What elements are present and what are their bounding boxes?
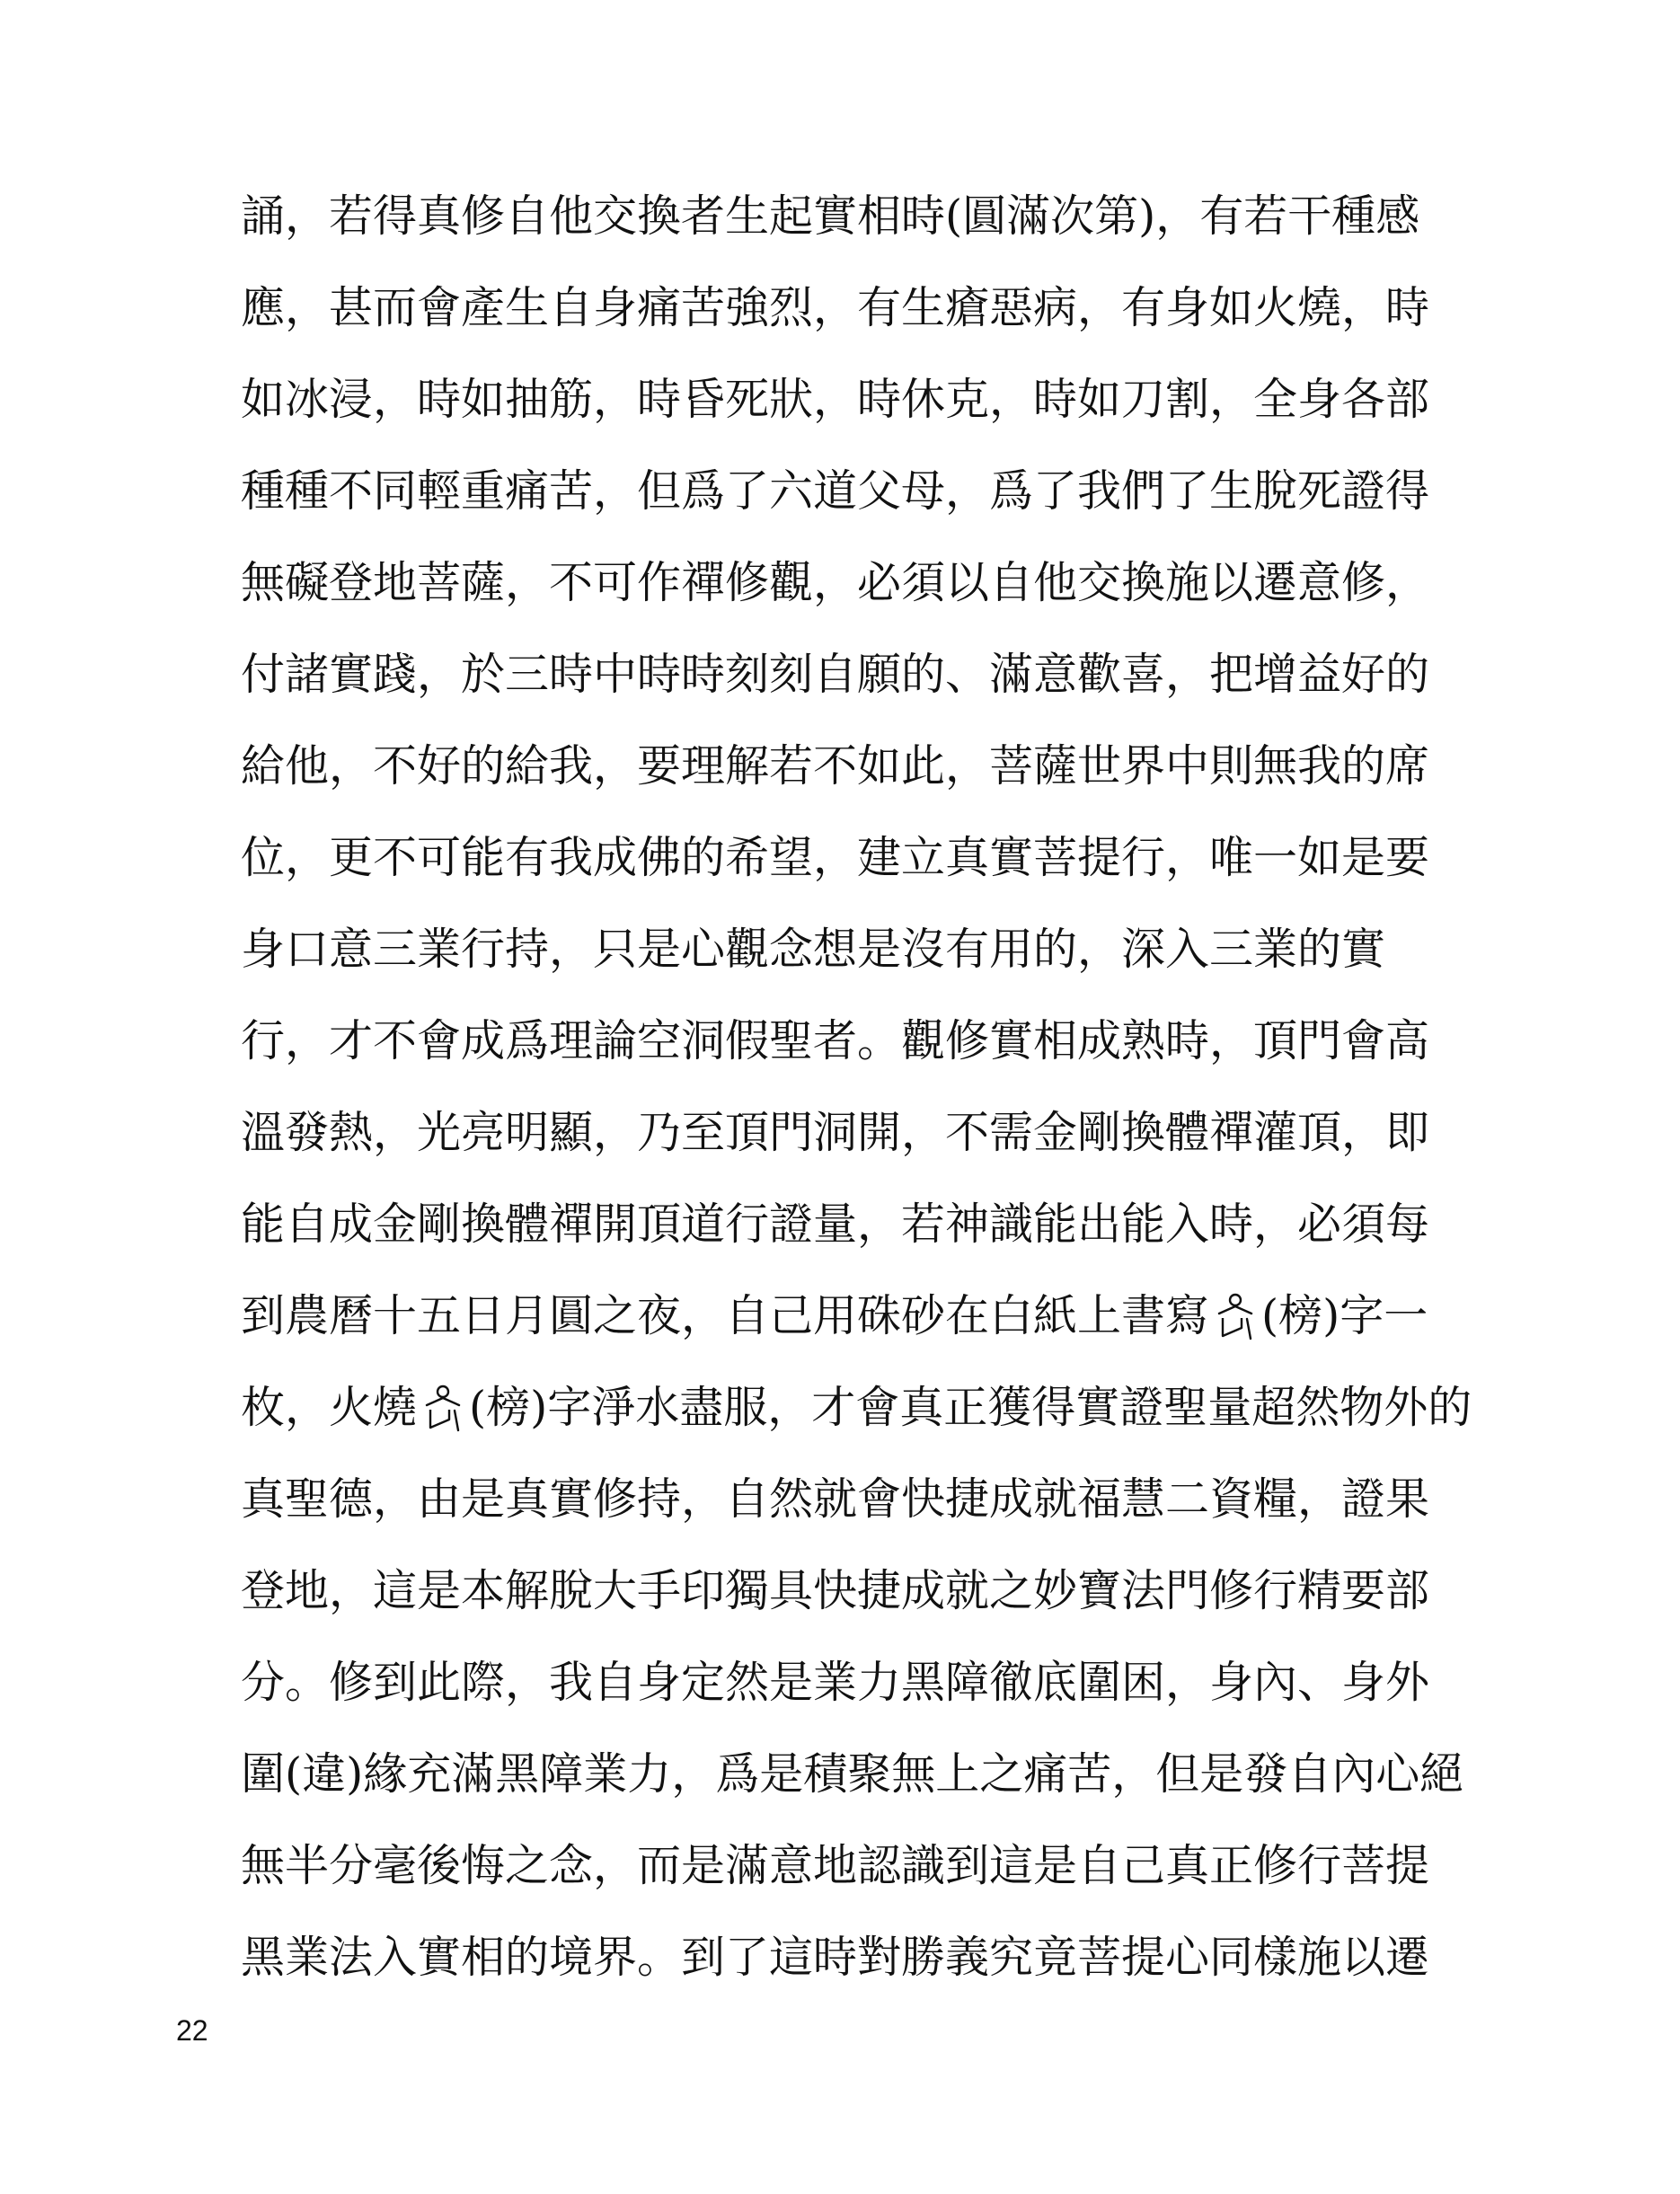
text-line-13-after: (榜)字一 [1261,1290,1428,1341]
text-line-19: 無半分毫後悔之念，而是滿意地認識到這是自己真正修行菩提 [241,1840,1430,1891]
text-line-16: 登地，這是本解脫大手印獨具快捷成就之妙寶法門修行精要部 [241,1565,1430,1616]
text-line-14 [241,1362,1508,1454]
special-glyph-icon [419,1384,467,1432]
text-line-11: 溫發熱，光亮明顯，乃至頂門洞開，不需金剛換體禪灌頂，即 [241,1107,1430,1158]
text-line-9: 身口意三業行持，只是心觀念想是沒有用的，深入三業的實 [241,924,1386,975]
text-line-3: 如冰浸，時如抽筋，時昏死狀，時休克，時如刀割，全身各部 [241,374,1430,425]
text-line-5: 無礙登地菩薩，不可作禪修觀，必須以自他交換施以遷意修， [241,557,1430,608]
text-line-15: 真聖德，由是真實修持，自然就會快捷成就福慧二資糧，證果 [241,1473,1430,1525]
text-line-7: 給他，不好的給我，要理解若不如此，菩薩世界中則無我的席 [241,740,1430,792]
text-line-10: 行，才不會成爲理論空洞假聖者。觀修實相成熟時，頂門會高 [241,1015,1430,1066]
text-line-2: 應，甚而會產生自身痛苦強烈，有生瘡惡病，有身如火燒，時 [241,282,1430,333]
text-line-13-before: 到農曆十五日月圓之夜，自己用硃砂在白紙上書寫 [241,1290,1210,1341]
body-text [241,171,1508,2004]
text-line-8: 位，更不可能有我成佛的希望，建立真實菩提行，唯一如是要 [241,832,1430,883]
text-line-14-after: (榜)字淨水盡服，才會真正獲得實證聖量超然物外的 [469,1382,1472,1433]
text-line-12: 能自成金剛換體禪開頂道行證量，若神識能出能入時，必須每 [241,1199,1430,1250]
text-line-13 [241,1270,1508,1362]
text-line-17: 分。修到此際，我自身定然是業力黑障徹底圍困，身內、身外 [241,1657,1430,1708]
special-glyph-icon [1211,1292,1260,1340]
text-line-4: 種種不同輕重痛苦，但爲了六道父母，爲了我們了生脫死證得 [241,465,1430,517]
text-line-18: 圍(違)緣充滿黑障業力，爲是積聚無上之痛苦，但是發自內心絕 [241,1748,1464,1800]
text-line-1: 誦，若得真修自他交換者生起實相時(圓滿次第)，有若干種感 [241,190,1420,242]
page-number: 22 [176,2014,208,2047]
text-line-14-before: 枚，火燒 [241,1382,418,1433]
text-line-6: 付諸實踐，於三時中時時刻刻自願的、滿意歡喜，把增益好的 [241,649,1430,700]
text-line-20: 黑業法入實相的境界。到了這時對勝義究竟菩提心同樣施以遷 [241,1932,1430,1983]
